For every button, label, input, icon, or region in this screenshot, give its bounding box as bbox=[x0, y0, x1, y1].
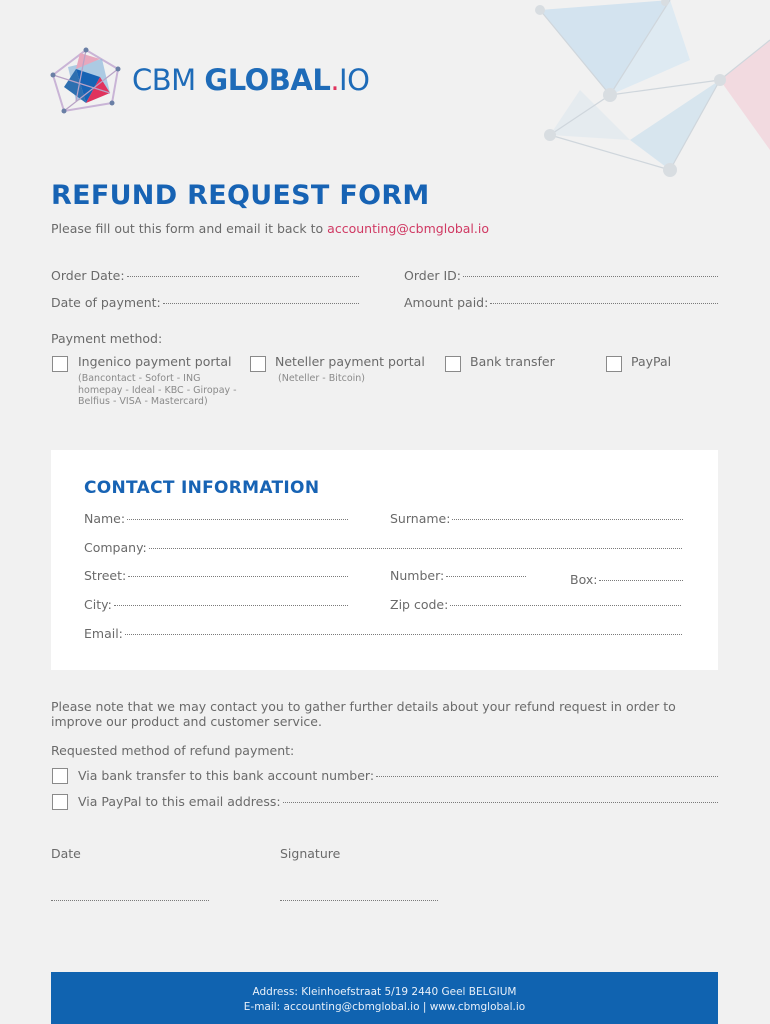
name-field[interactable] bbox=[84, 511, 348, 526]
amount-paid-field[interactable] bbox=[404, 295, 718, 310]
bank-account-label: Via bank transfer to this bank account number: bbox=[78, 768, 375, 783]
street-line bbox=[128, 576, 348, 577]
contact-title: CONTACT INFORMATION bbox=[84, 478, 320, 498]
intro-text: Please fill out this form and email it back to bbox=[51, 221, 328, 236]
paypal-email-label: Via PayPal to this email address: bbox=[78, 794, 281, 809]
surname-line bbox=[452, 519, 683, 520]
zip-code-line bbox=[450, 605, 681, 606]
city-line bbox=[114, 605, 348, 606]
city-field[interactable] bbox=[84, 597, 348, 612]
zip-code-field[interactable] bbox=[390, 597, 681, 612]
intro-email-link[interactable]: accounting@cbmglobal.io bbox=[327, 221, 490, 236]
payment-date-label: Date of payment: bbox=[51, 295, 161, 310]
paypal-checkbox[interactable] bbox=[606, 356, 622, 372]
payment-date-line bbox=[163, 303, 359, 304]
paypal-refund-checkbox[interactable] bbox=[52, 794, 68, 810]
company-label: Company: bbox=[84, 540, 147, 555]
bank-account-line bbox=[376, 776, 718, 777]
number-line bbox=[446, 576, 526, 577]
email-line bbox=[125, 634, 682, 635]
bank-account-field[interactable] bbox=[78, 768, 718, 783]
brand-name-part2: GLOBAL bbox=[204, 63, 331, 97]
amount-paid-line bbox=[490, 303, 718, 304]
order-date-line bbox=[127, 276, 359, 277]
brand-name-part3: . bbox=[330, 63, 340, 97]
date-label: Date bbox=[51, 846, 81, 861]
signature-line[interactable] bbox=[280, 900, 438, 901]
paypal-email-line bbox=[283, 802, 718, 803]
payment-method-label: Payment method: bbox=[51, 331, 163, 346]
street-label: Street: bbox=[84, 568, 127, 583]
brand-wordmark bbox=[132, 63, 369, 97]
bank-refund-checkbox[interactable] bbox=[52, 768, 68, 784]
order-date-label: Order Date: bbox=[51, 268, 125, 283]
network-decoration bbox=[490, 0, 770, 200]
order-id-line bbox=[463, 276, 718, 277]
date-line[interactable] bbox=[51, 900, 209, 901]
contact-note: Please note that we may contact you to gather further details about your refund request in order to improve our product and customer service. bbox=[51, 699, 676, 729]
footer-bar bbox=[51, 972, 718, 1024]
order-id-label: Order ID: bbox=[404, 268, 462, 283]
email-field[interactable] bbox=[84, 626, 682, 641]
paypal-email-field[interactable] bbox=[78, 794, 718, 809]
company-field[interactable] bbox=[84, 540, 682, 555]
zip-code-label: Zip code: bbox=[390, 597, 449, 612]
ingenico-methods: (Bancontact - Sofort - ING homepay - Ideal - KBC - Giropay - Belfius - VISA - Mastercard) bbox=[78, 373, 237, 407]
neteller-checkbox[interactable] bbox=[250, 356, 266, 372]
email-label: Email: bbox=[84, 626, 123, 641]
box-line bbox=[599, 580, 683, 581]
bank-transfer-checkbox[interactable] bbox=[445, 356, 461, 372]
ingenico-checkbox[interactable] bbox=[52, 356, 68, 372]
contact-information-section bbox=[51, 450, 718, 670]
company-line bbox=[149, 548, 682, 549]
surname-label: Surname: bbox=[390, 511, 451, 526]
surname-field[interactable] bbox=[390, 511, 683, 526]
name-line bbox=[127, 519, 348, 520]
bank-transfer-label: Bank transfer bbox=[470, 354, 555, 369]
payment-date-field[interactable] bbox=[51, 295, 359, 310]
brand-logo bbox=[50, 47, 390, 115]
form-title: REFUND REQUEST FORM bbox=[51, 180, 430, 211]
city-label: City: bbox=[84, 597, 112, 612]
street-field[interactable] bbox=[84, 568, 348, 583]
box-label: Box: bbox=[570, 572, 598, 587]
name-label: Name: bbox=[84, 511, 126, 526]
footer-contact: E-mail: accounting@cbmglobal.io | www.cbmglobal.io bbox=[243, 1001, 526, 1013]
brand-name-part1: CBM bbox=[132, 63, 205, 97]
footer-address: Address: Kleinhoefstraat 5/19 2440 Geel BELGIUM bbox=[252, 986, 517, 998]
neteller-label: Neteller payment portal bbox=[275, 354, 425, 369]
box-field[interactable] bbox=[570, 572, 683, 587]
signature-label: Signature bbox=[280, 846, 341, 861]
form-intro bbox=[51, 221, 489, 236]
order-date-field[interactable] bbox=[51, 268, 359, 283]
paypal-label: PayPal bbox=[631, 354, 672, 369]
logo-mark-icon bbox=[50, 47, 122, 115]
number-field[interactable] bbox=[390, 568, 526, 583]
amount-paid-label: Amount paid: bbox=[404, 295, 489, 310]
refund-method-label: Requested method of refund payment: bbox=[51, 743, 295, 758]
order-id-field[interactable] bbox=[404, 268, 718, 283]
number-label: Number: bbox=[390, 568, 445, 583]
ingenico-label: Ingenico payment portal bbox=[78, 354, 232, 369]
brand-name-part4: IO bbox=[339, 63, 370, 97]
neteller-methods: (Neteller - Bitcoin) bbox=[278, 373, 366, 384]
